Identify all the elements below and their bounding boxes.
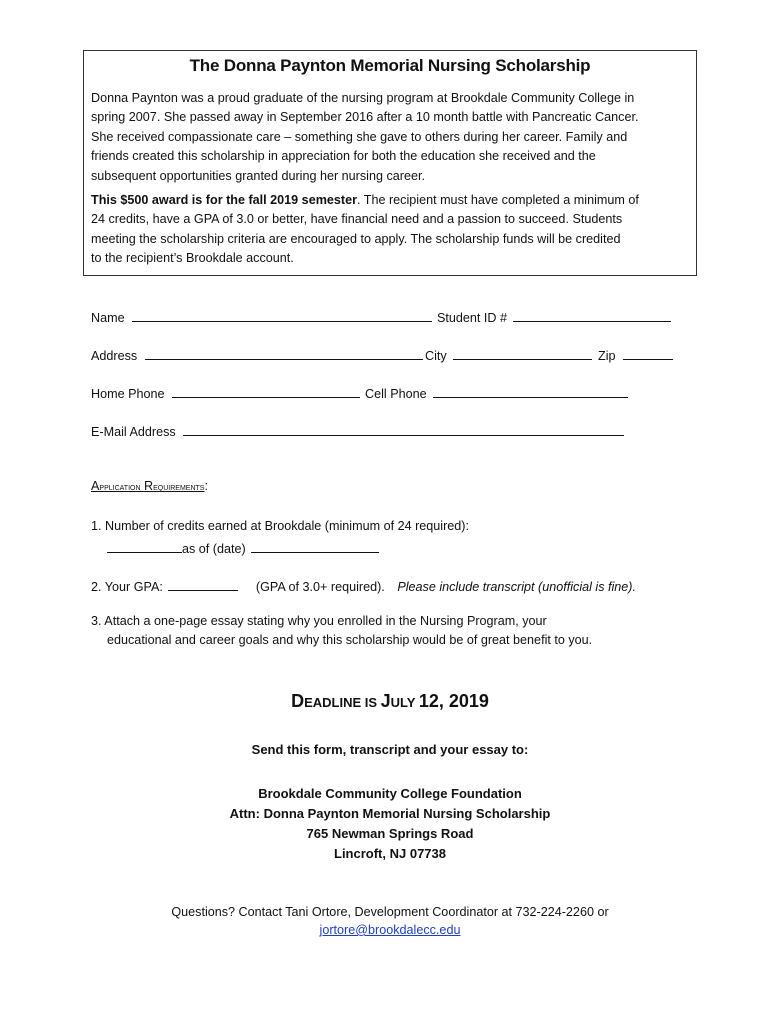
gpa-note: (GPA of 3.0+ required). bbox=[255, 580, 385, 594]
mailing-address-line: Brookdale Community College Foundation bbox=[258, 786, 522, 801]
cell-phone-field[interactable] bbox=[433, 384, 628, 398]
contact-text: Questions? Contact Tani Ortore, Development Coordinator at 732-224-2260 or bbox=[171, 905, 609, 919]
deadline-letter: D bbox=[291, 691, 305, 711]
student-id-row bbox=[437, 308, 671, 325]
home-phone-label: Home Phone bbox=[91, 387, 165, 401]
intro-line: subsequent opportunities granted during her nursing career. bbox=[91, 168, 425, 183]
student-id-field[interactable] bbox=[513, 308, 671, 322]
home-phone-field[interactable] bbox=[172, 384, 360, 398]
intro-line: spring 2007. She passed away in September 2016 after a 10 month battle with Pancreatic Cancer. bbox=[91, 110, 639, 125]
intro-line: Donna Paynton was a proud graduate of the nursing program at Brookdale Community College in bbox=[91, 91, 635, 105]
award-line: 24 credits, have a GPA of 3.0 or better, have financial need and a passion to succeed. Students bbox=[91, 212, 623, 227]
award-amount-text: This $500 award is for the fall 2019 semester bbox=[91, 193, 357, 207]
heading-letter: A bbox=[91, 479, 100, 493]
mailing-address-line: Attn: Donna Paynton Memorial Nursing Scholarship bbox=[229, 806, 551, 821]
transcript-note: Please include transcript (unofficial is fine). bbox=[397, 580, 637, 594]
award-line: meeting the scholarship criteria are encouraged to apply. The scholarship funds will be credited bbox=[91, 231, 621, 246]
contact-email-link[interactable]: jortore@brookdalecc.edu bbox=[319, 923, 461, 937]
deadline-smallcaps: EADLINE IS bbox=[304, 695, 381, 710]
deadline-heading bbox=[0, 691, 770, 712]
heading-letter: R bbox=[144, 479, 154, 493]
as-of-date-label: as of (date) bbox=[182, 542, 246, 556]
city-row bbox=[425, 346, 592, 363]
cell-phone-row bbox=[365, 384, 628, 401]
credits-field[interactable] bbox=[107, 539, 182, 553]
award-line bbox=[91, 191, 691, 210]
award-line-rest: . The recipient must have completed a minimum of bbox=[357, 193, 639, 207]
date-field[interactable] bbox=[251, 539, 379, 553]
address-label: Address bbox=[91, 349, 138, 363]
deadline-date: 12, 2019 bbox=[418, 691, 489, 711]
contact-email-row bbox=[0, 923, 770, 937]
requirement-3-line: educational and career goals and why this scholarship would be of great benefit to you. bbox=[107, 633, 593, 647]
name-row bbox=[91, 308, 432, 325]
name-field[interactable] bbox=[132, 308, 432, 322]
award-paragraph bbox=[91, 191, 691, 269]
document-title: The Donna Paynton Memorial Nursing Scholarship bbox=[189, 56, 591, 75]
zip-field[interactable] bbox=[623, 346, 673, 360]
mailing-address-line: Lincroft, NJ 07738 bbox=[334, 846, 446, 861]
cell-phone-label: Cell Phone bbox=[365, 387, 427, 401]
requirement-1-credits bbox=[107, 539, 379, 556]
requirement-1: 1. Number of credits earned at Brookdale (minimum of 24 required): bbox=[91, 519, 469, 533]
heading-colon: : bbox=[204, 479, 208, 493]
heading-smallcaps: pplication bbox=[99, 481, 141, 493]
heading-smallcaps: equirements bbox=[153, 481, 205, 493]
city-label: City bbox=[425, 349, 447, 363]
name-label: Name bbox=[91, 311, 125, 325]
award-line: to the recipient’s Brookdale account. bbox=[91, 251, 294, 266]
intro-line: She received compassionate care – something she gave to others during her career. Family and bbox=[91, 129, 628, 144]
intro-line: friends created this scholarship in appreciation for both the education she received and the bbox=[91, 149, 596, 164]
zip-label: Zip bbox=[598, 349, 616, 363]
requirement-2 bbox=[91, 577, 636, 594]
email-row bbox=[91, 422, 624, 439]
address-field[interactable] bbox=[145, 346, 423, 360]
email-label: E-Mail Address bbox=[91, 425, 176, 439]
deadline-letter: J bbox=[380, 691, 391, 711]
deadline-smallcaps: ULY bbox=[390, 695, 419, 710]
requirements-heading bbox=[91, 479, 208, 493]
gpa-field[interactable] bbox=[168, 577, 238, 591]
email-field[interactable] bbox=[183, 422, 624, 436]
requirement-3-line: 3. Attach a one-page essay stating why you enrolled in the Nursing Program, your bbox=[91, 614, 547, 628]
mailing-address-line: 765 Newman Springs Road bbox=[306, 826, 474, 841]
city-field[interactable] bbox=[453, 346, 592, 360]
intro-paragraph bbox=[91, 89, 691, 186]
zip-row bbox=[598, 346, 673, 363]
student-id-label: Student ID # bbox=[437, 311, 508, 325]
gpa-label: 2. Your GPA: bbox=[91, 580, 163, 594]
address-row bbox=[91, 346, 423, 363]
send-instruction: Send this form, transcript and your essay to: bbox=[251, 742, 529, 757]
home-phone-row bbox=[91, 384, 360, 401]
